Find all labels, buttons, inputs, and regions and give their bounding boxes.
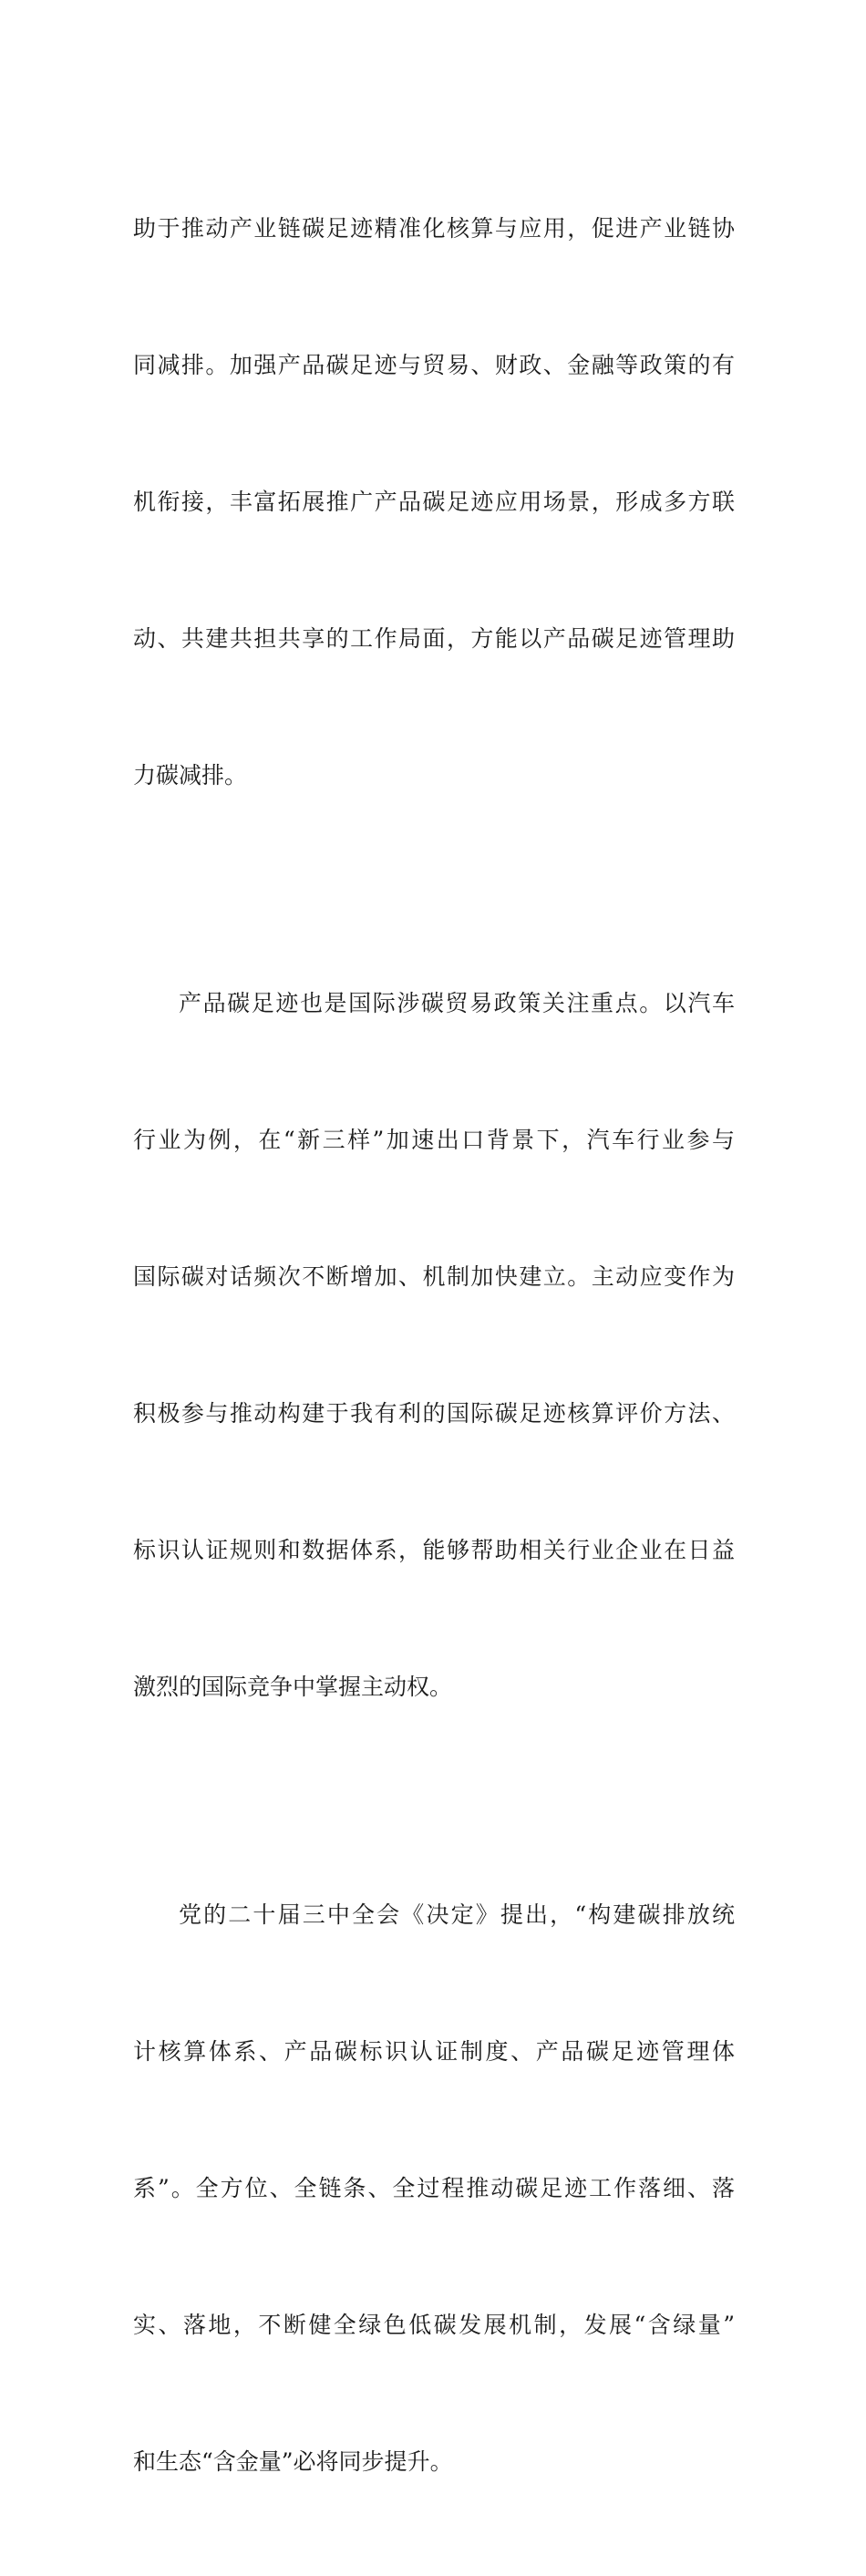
text-line: 产品碳足迹也是国际涉碳贸易政策关注重点。以汽车 bbox=[179, 990, 735, 1016]
text-line: 计核算体系、产品碳标识认证制度、产品碳足迹管理体 bbox=[133, 2038, 735, 2065]
text-line: 助于推动产业链碳足迹精准化核算与应用，促进产业链协 bbox=[133, 215, 735, 242]
text-line: 激烈的国际竞争中掌握主动权。 bbox=[133, 1674, 453, 1700]
text-line: 党的二十届三中全会《决定》提出，“构建碳排放统 bbox=[179, 1901, 735, 1928]
text-line: 系”。全方位、全链条、全过程推动碳足迹工作落细、落 bbox=[133, 2175, 735, 2201]
article-body bbox=[133, 115, 735, 2576]
text-line: 同减排。加强产品碳足迹与贸易、财政、金融等政策的有 bbox=[133, 352, 735, 378]
text-line: 机衔接，丰富拓展推广产品碳足迹应用场景，形成多方联 bbox=[133, 489, 735, 515]
text-line: 标识认证规则和数据体系，能够帮助相关行业企业在日益 bbox=[133, 1537, 735, 1563]
text-line: 国际碳对话频次不断增加、机制加快建立。主动应变作为 bbox=[133, 1263, 735, 1290]
text-line: 力碳减排。 bbox=[133, 762, 248, 788]
text-line: 动、共建共担共享的工作局面，方能以产品碳足迹管理助 bbox=[133, 625, 735, 652]
text-line: 实、落地，不断健全绿色低碳发展机制，发展“含绿量” bbox=[133, 2312, 735, 2338]
text-line: 和生态“含金量”必将同步提升。 bbox=[133, 2448, 453, 2475]
text-line: 行业为例，在“新三样”加速出口背景下，汽车行业参与 bbox=[133, 1127, 735, 1153]
paragraph-3 bbox=[133, 1801, 735, 2576]
paragraph-2 bbox=[133, 890, 735, 1801]
text-line: 积极参与推动构建于我有利的国际碳足迹核算评价方法、 bbox=[133, 1400, 735, 1427]
paragraph-1 bbox=[133, 115, 735, 890]
